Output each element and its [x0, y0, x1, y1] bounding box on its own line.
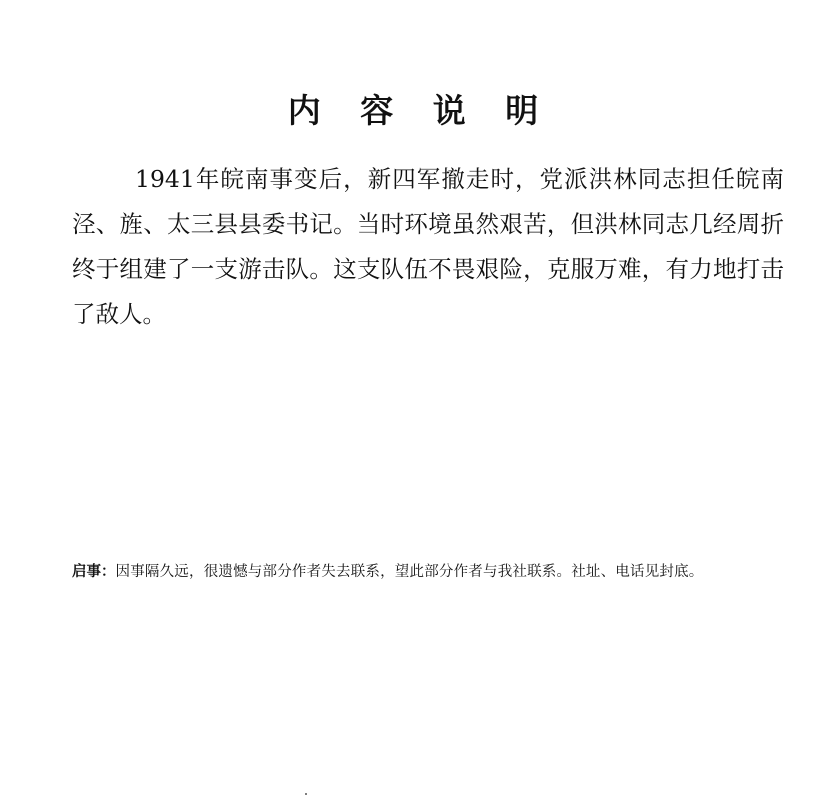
notice-line [72, 561, 802, 583]
content-description-paragraph: 1941年皖南事变后，新四军撤走时，党派洪林同志担任皖南泾、旌、太三县县委书记。当时环境虽然艰苦，但洪林同志几经周折终于组建了一支游击队。这支队伍不畏艰险，克服万难，有力地打击了敌人。 [72, 165, 784, 328]
notice-text: 因事隔久远，很遗憾与部分作者失去联系，望此部分作者与我社联系。社址、电话见封底。 [115, 564, 704, 580]
notice-label: 启事 [72, 564, 101, 580]
notice-separator: ： [101, 564, 116, 580]
scan-speck [305, 793, 307, 795]
page-title: 内 容 说 明 [287, 91, 553, 130]
